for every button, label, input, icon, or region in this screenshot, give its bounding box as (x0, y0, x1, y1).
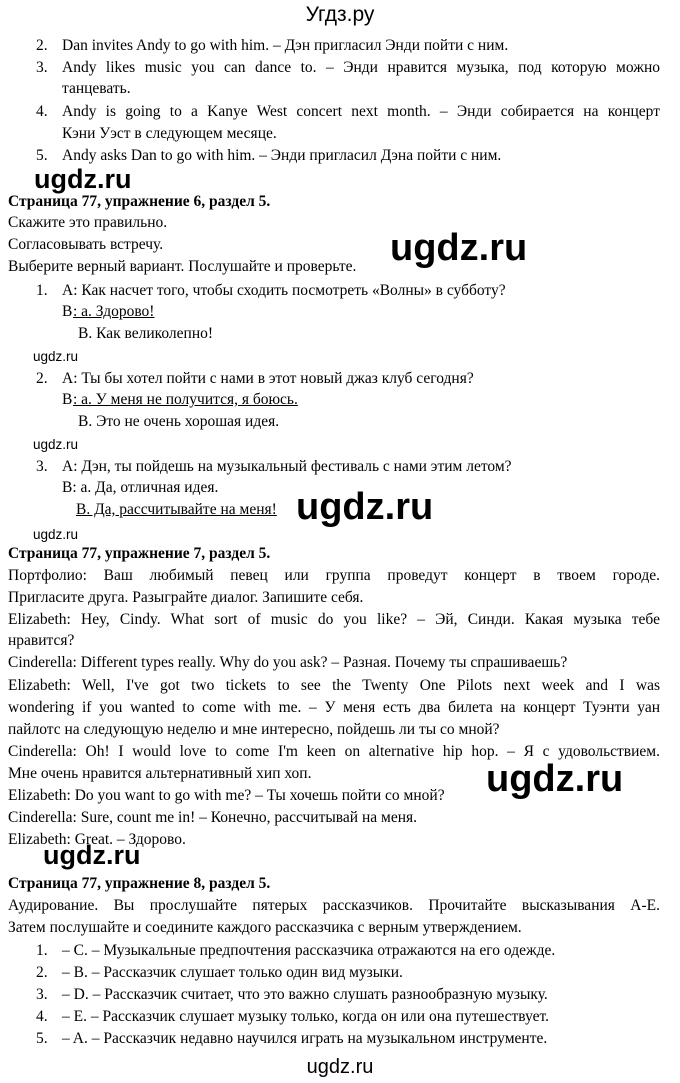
watermark: ugdz.ru (390, 227, 528, 269)
dialogue-line: нравится? (8, 632, 75, 649)
answer-option-a: : а. У меня не получится, я боюсь. (73, 391, 298, 408)
watermark: ugdz.ru (296, 486, 434, 528)
list-number: 3. (36, 986, 48, 1003)
list-number: 1. (36, 282, 48, 299)
list-text: Andy is going to a Kanye West concert next month. – Энди собирается на концерт (62, 103, 660, 120)
answer-option-b: В. Это не очень хорошая идея. (78, 413, 280, 430)
list-text: Andy likes music you can dance to. – Энди нравится музыка, под которую можно (62, 59, 660, 76)
answer-prefix: В (62, 303, 73, 320)
watermark: ugdz.ru (33, 527, 79, 542)
answer-prefix: В (62, 391, 73, 408)
list-text: – D. – Рассказчик считает, что это важно слушать разнообразную музыку. (62, 986, 548, 1003)
watermark: ugdz.ru (33, 437, 79, 452)
paragraph: Затем послушайте и соедините каждого рассказчика с верным утверждением. (8, 919, 522, 936)
watermark: ugdz.ru (486, 758, 624, 800)
question-text: А: Как насчет того, чтобы сходить посмотреть «Волны» в субботу? (62, 282, 506, 299)
exercise-heading: Страница 77, упражнение 8, раздел 5. (8, 875, 271, 892)
paragraph: Скажите это правильно. (8, 214, 168, 231)
answer-option-b: В. Как великолепно! (78, 325, 214, 342)
dialogue-line: Elizabeth: Hey, Cindy. What sort of music do you like? – Эй, Синди. Какая музыка тебе (8, 611, 660, 628)
list-number: 3. (36, 458, 48, 475)
list-number: 2. (36, 964, 48, 981)
watermark: ugdz.ru (34, 164, 132, 194)
paragraph: Согласовывать встречу. (8, 236, 164, 253)
dialogue-line: Cinderella: Different types really. Why do you ask? – Разная. Почему ты спрашиваешь? (8, 654, 568, 671)
list-number: 4. (36, 1008, 48, 1025)
list-number: 4. (36, 103, 48, 120)
watermark: ugdz.ru (33, 349, 79, 364)
site-title: Угдз.ру (305, 3, 375, 26)
list-number: 2. (36, 37, 48, 54)
dialogue-line: Мне очень нравится альтернативный хип хоп. (8, 765, 312, 782)
list-text: – A. – Рассказчик недавно научился играть на музыкальном инструменте. (62, 1030, 548, 1047)
list-number: 1. (36, 942, 48, 959)
list-number: 2. (36, 370, 48, 387)
list-text: Dan invites Andy to go with him. – Дэн пригласил Энди пойти с ним. (62, 37, 509, 54)
dialogue-line: Cinderella: Sure, count me in! – Конечно, рассчитывай на меня. (8, 809, 417, 826)
watermark: ugdz.ru (43, 840, 141, 870)
question-text: А: Ты бы хотел пойти с нами в этот новый джаз клуб сегодня? (62, 370, 474, 387)
dialogue-line: wondering if you wanted to come with me. – У меня есть два билета на концерт Туэнти уан (8, 699, 660, 716)
dialogue-line: Elizabeth: Do you want to go with me? – Ты хочешь пойти со мной? (8, 787, 445, 804)
footer-watermark: ugdz.ru (306, 1056, 374, 1078)
list-number: 5. (36, 147, 48, 164)
paragraph: Пригласите друга. Разыграйте диалог. Запишите себя. (8, 589, 364, 606)
question-text: А: Дэн, ты пойдешь на музыкальный фестиваль с нами этим летом? (62, 458, 512, 475)
dialogue-line: Cinderella: Oh! I would love to come I'm keen on alternative hip hop. – Я с удовольствием. (8, 743, 660, 760)
exercise-heading: Страница 77, упражнение 6, раздел 5. (8, 193, 271, 210)
dialogue-line: Elizabeth: Well, I've got two tickets to see the Twenty One Pilots next week and I was (8, 677, 660, 694)
paragraph: Аудирование. Вы прослушайте пятерых рассказчиков. Прочитайте высказывания A-E. (8, 897, 660, 914)
dialogue-line: пайлотс на следующую неделю и мне интересно, пойдешь ли ты со мной? (8, 721, 500, 738)
answer-option-a: В: а. Да, отличная идея. (62, 479, 219, 496)
dialogue-line: Elizabeth: Great. – Здорово. (8, 831, 186, 848)
paragraph: Выберите верный вариант. Послушайте и проверьте. (8, 258, 357, 275)
paragraph: Портфолио: Ваш любимый певец или группа проведут концерт в твоем городе. (8, 567, 660, 584)
list-text: – B. – Рассказчик слушает только один вид музыки. (62, 964, 403, 981)
list-text: – E. – Рассказчик слушает музыку только, когда он или она путешествует. (62, 1008, 550, 1025)
list-text: Andy asks Dan to go with him. – Энди пригласил Дэна пойти с ним. (62, 147, 502, 164)
list-text: танцевать. (62, 80, 131, 97)
answer-option-b: В. Да, рассчитывайте на меня! (76, 501, 277, 518)
answer-option-a: : а. Здорово! (73, 303, 155, 320)
list-text: – C. – Музыкальные предпочтения рассказчика отражаются на его одежде. (62, 942, 556, 959)
list-number: 3. (36, 59, 48, 76)
list-text: Кэни Уэст в следующем месяце. (62, 125, 277, 142)
list-number: 5. (36, 1030, 48, 1047)
exercise-heading: Страница 77, упражнение 7, раздел 5. (8, 545, 271, 562)
